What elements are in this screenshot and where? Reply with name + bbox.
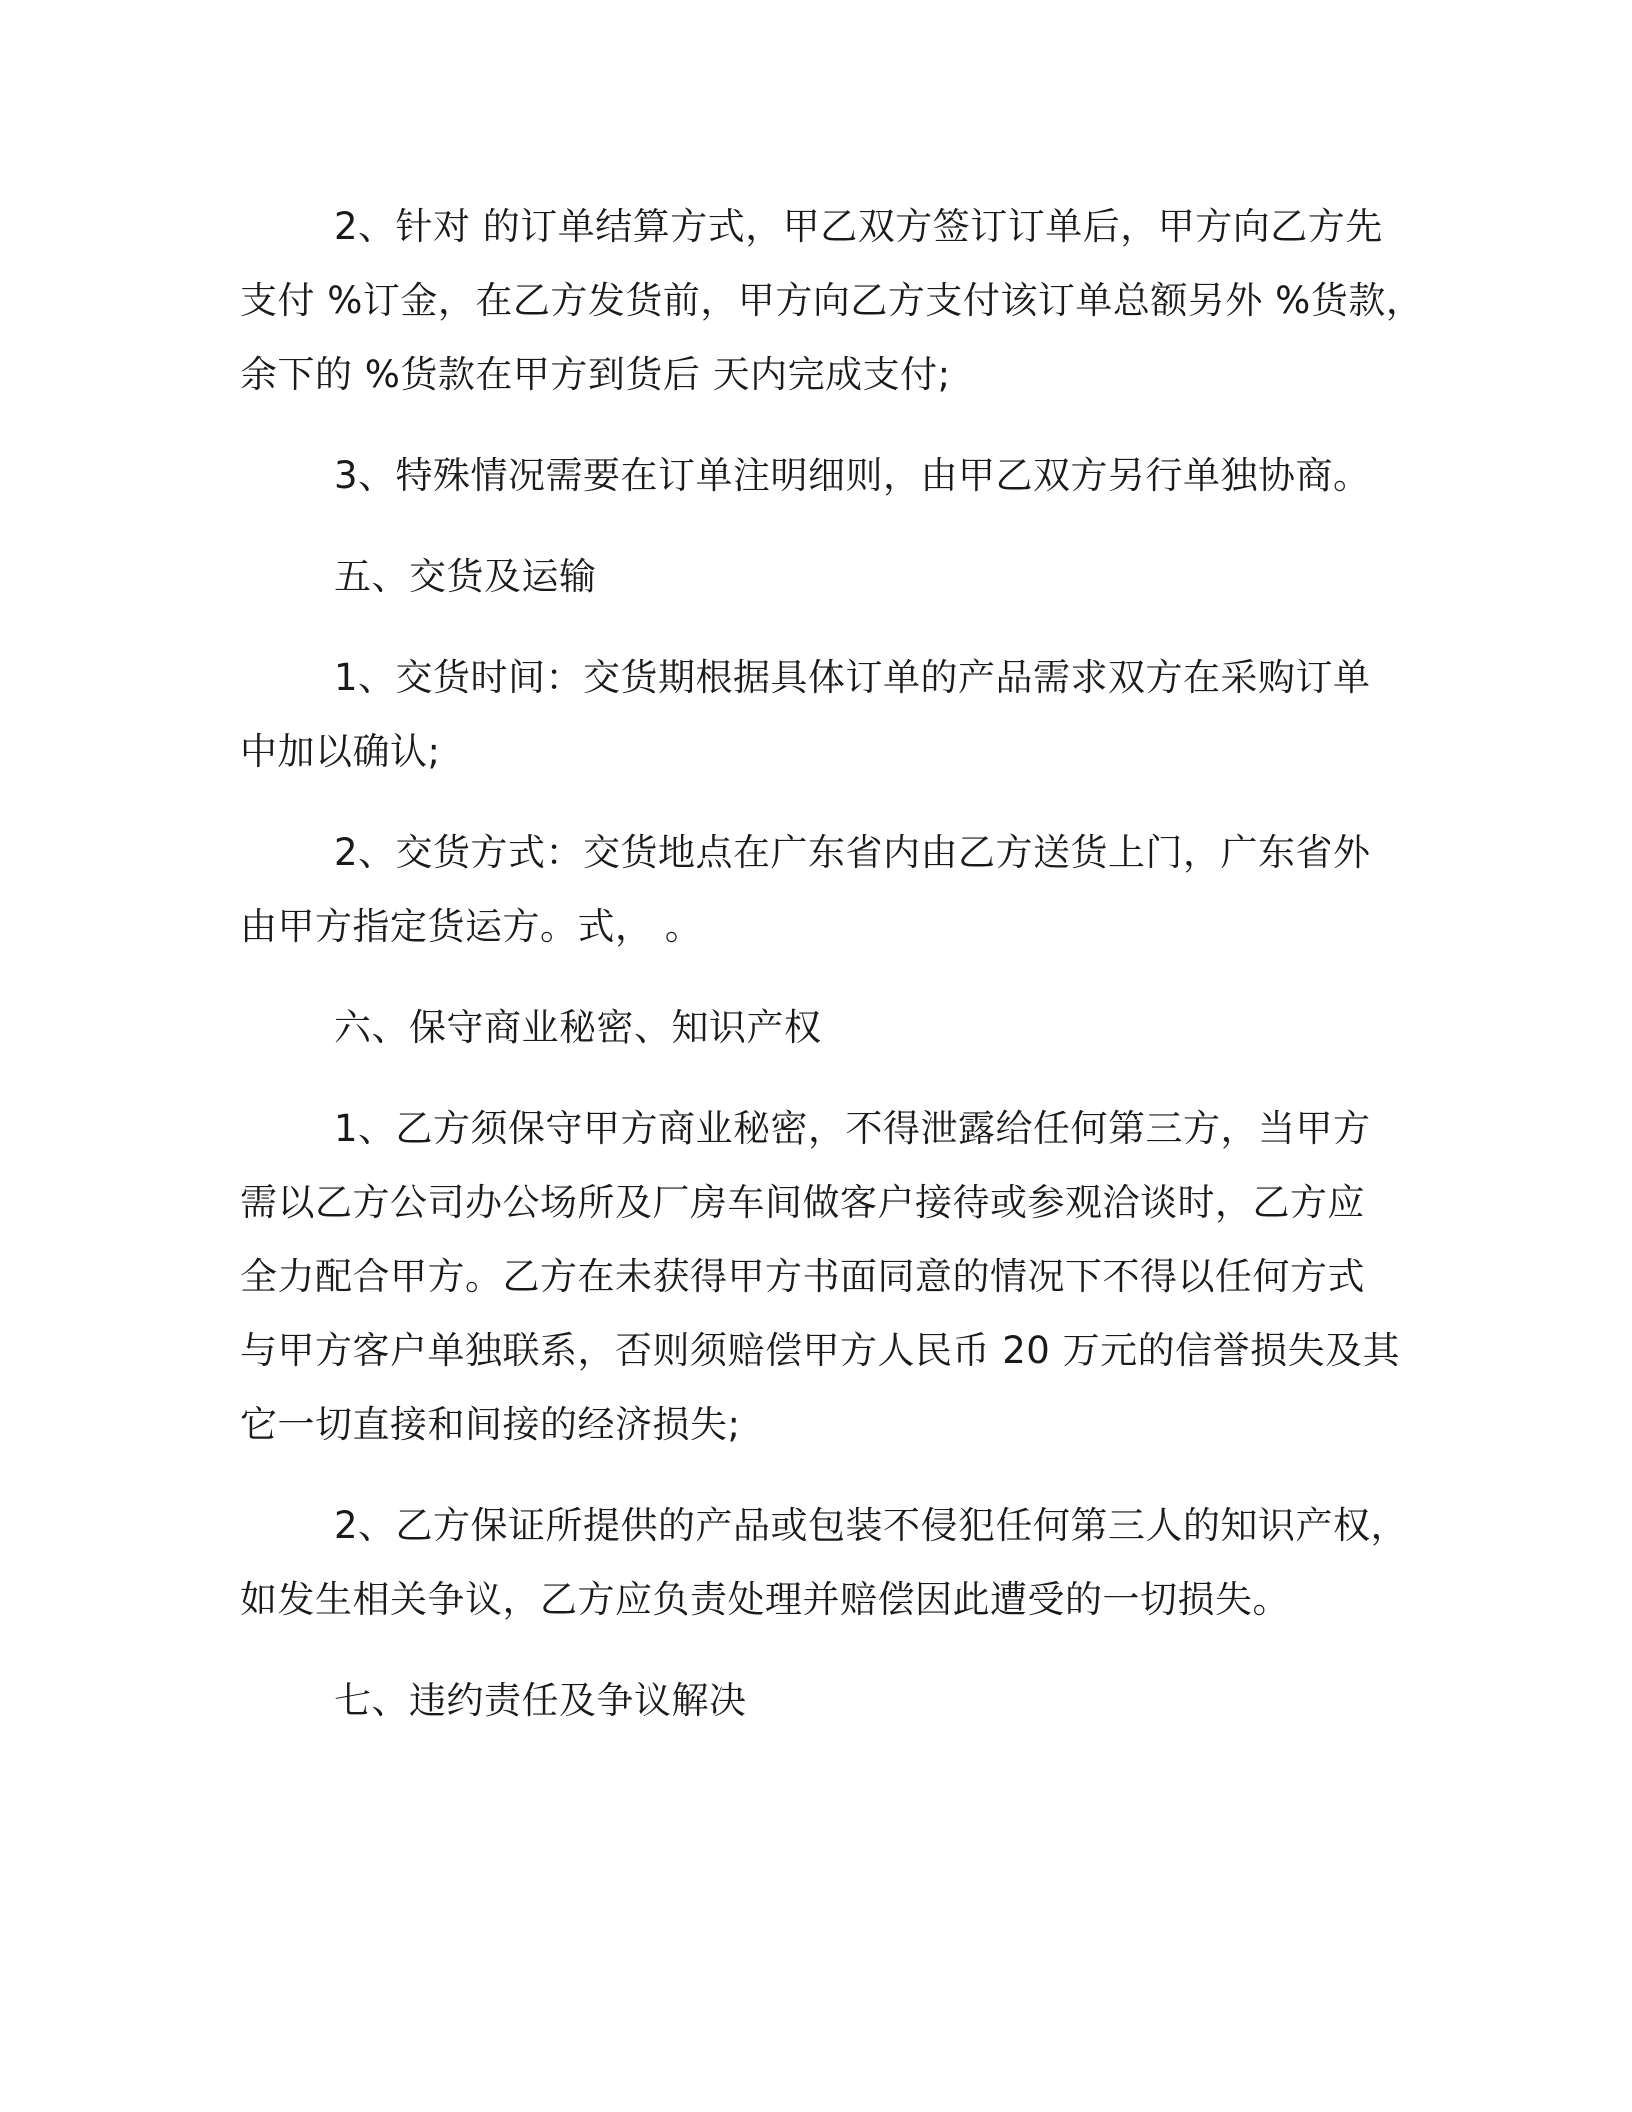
clause-paragraph <box>240 1092 1401 1462</box>
text-line: 余下的 %货款在甲方到货后 天内完成支付; <box>240 353 951 396</box>
text-line: 1、乙方须保守甲方商业秘密，不得泄露给任何第三方，当甲方 <box>334 1107 1371 1150</box>
heading-text: 六、保守商业秘密、知识产权 <box>334 1006 822 1049</box>
text-line: 如发生相关争议，乙方应负责处理并赔偿因此遭受的一切损失。 <box>240 1578 1290 1621</box>
text-line: 2、交货方式：交货地点在广东省内由乙方送货上门，广东省外 <box>334 831 1371 874</box>
clause-paragraph <box>240 641 1390 789</box>
text-line: 2、针对 的订单结算方式，甲乙双方签订订单后，甲方向乙方先 <box>334 205 1383 248</box>
text-line: 与甲方客户单独联系，否则须赔偿甲方人民币 20 万元的信誉损失及其 <box>240 1329 1401 1372</box>
paragraph-gap <box>240 789 1390 816</box>
paragraph-gap <box>240 1637 1390 1664</box>
clause-paragraph <box>240 816 1390 964</box>
paragraph-gap <box>240 513 1390 540</box>
heading-text: 五、交货及运输 <box>334 555 597 598</box>
text-line: 由甲方指定货运方。式， 。 <box>240 905 703 948</box>
paragraph-gap <box>240 412 1390 439</box>
heading-text: 七、违约责任及争议解决 <box>334 1679 747 1722</box>
text-line: 中加以确认; <box>240 730 441 773</box>
paragraph-gap <box>240 614 1390 641</box>
text-line: 支付 %订金，在乙方发货前，甲方向乙方支付该订单总额另外 %货款， <box>240 279 1424 322</box>
text-line: 3、特殊情况需要在订单注明细则，由甲乙双方另行单独协商。 <box>334 454 1371 497</box>
clause-paragraph <box>240 190 1424 412</box>
text-line: 全力配合甲方。乙方在未获得甲方书面同意的情况下不得以任何方式 <box>240 1255 1365 1298</box>
text-line: 需以乙方公司办公场所及厂房车间做客户接待或参观洽谈时，乙方应 <box>240 1181 1365 1224</box>
text-line: 2、乙方保证所提供的产品或包装不侵犯任何第三人的知识产权， <box>334 1504 1409 1547</box>
section-heading <box>240 1664 1390 1738</box>
paragraph-gap <box>240 1065 1390 1092</box>
text-line: 它一切直接和间接的经济损失; <box>240 1403 741 1446</box>
document-body <box>240 190 1424 1738</box>
clause-paragraph <box>240 1489 1409 1637</box>
text-line: 1、交货时间：交货期根据具体订单的产品需求双方在采购订单 <box>334 656 1371 699</box>
clause-paragraph <box>240 439 1390 513</box>
section-heading <box>240 540 1390 614</box>
paragraph-gap <box>240 964 1390 991</box>
section-heading <box>240 991 1390 1065</box>
paragraph-gap <box>240 1462 1390 1489</box>
